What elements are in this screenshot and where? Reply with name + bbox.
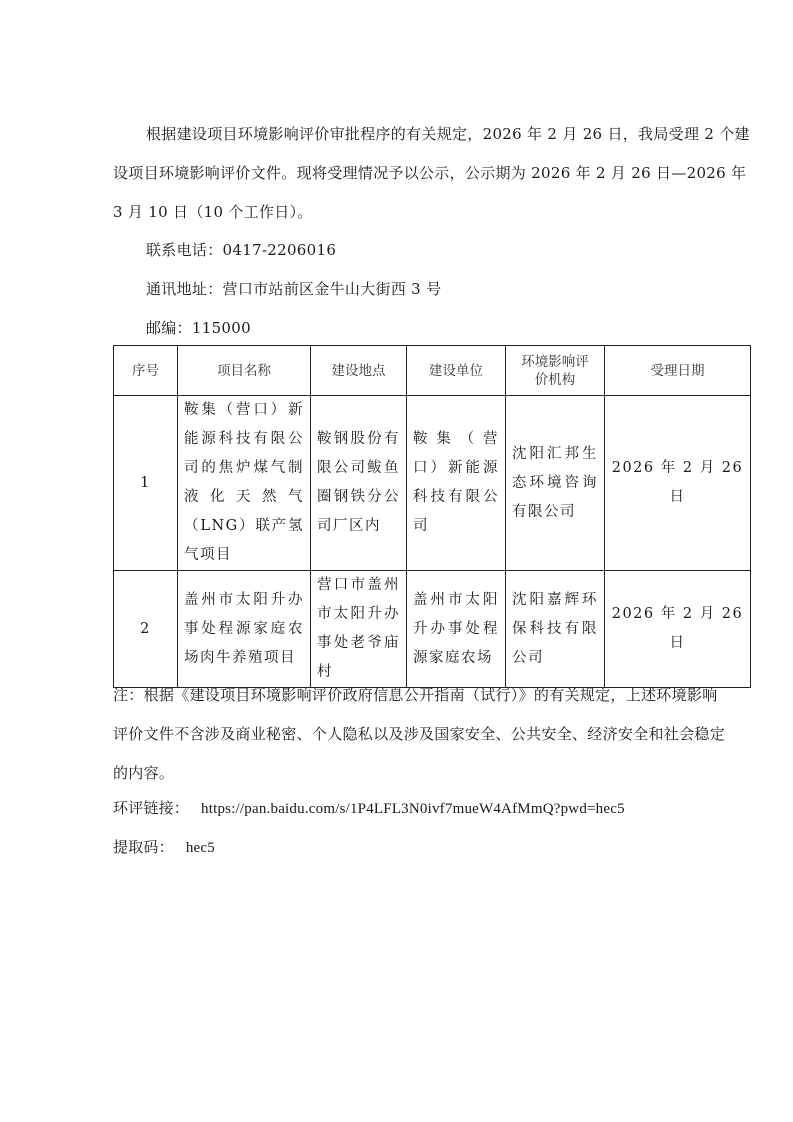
cell-location: 营口市盖州市太阳升办事处老爷庙村 bbox=[311, 571, 407, 688]
phone-value: 0417-2206016 bbox=[222, 241, 337, 259]
footnote: 注：根据《建设项目环境影响评价政府信息公开指南（试行）》的有关规定，上述环境影响评价文件不含涉及商业秘密、个人隐私以及涉及国家安全、公共安全、经济安全和社会稳定的内容。 bbox=[113, 686, 726, 782]
table-row bbox=[114, 396, 751, 571]
download-link[interactable]: https://pan.baidu.com/s/1P4LFL3N0ivf7mueW4AfMmQ?pwd=hec5 bbox=[201, 801, 625, 817]
header-seq: 序号 bbox=[114, 346, 178, 396]
header-builder: 建设单位 bbox=[407, 346, 506, 396]
code-line bbox=[113, 837, 215, 858]
cell-seq: 1 bbox=[114, 396, 178, 571]
postcode-label: 邮编： bbox=[146, 319, 192, 337]
postcode-value: 115000 bbox=[191, 319, 251, 337]
address-value: 营口市站前区金牛山大街西 3 号 bbox=[222, 280, 442, 298]
header-date: 受理日期 bbox=[605, 346, 751, 396]
address-label: 通讯地址： bbox=[146, 280, 223, 298]
cell-seq: 2 bbox=[114, 571, 178, 688]
cell-builder: 盖州市太阳升办事处程源家庭农场 bbox=[407, 571, 506, 688]
link-label: 环评链接： bbox=[113, 799, 190, 817]
contact-postcode bbox=[146, 318, 251, 338]
intro-paragraph: 根据建设项目环境影响评价审批程序的有关规定，2026 年 2 月 26 日，我局受理 2 个建设项目环境影响评价文件。现将受理情况予以公示，公示期为 2026 年 2 月 26 日—2026 年 3 月 10 日（10 个工作日）。 bbox=[113, 125, 750, 221]
cell-date: 2026 年 2 月 26 日 bbox=[605, 571, 751, 688]
link-line bbox=[113, 798, 625, 819]
header-project: 项目名称 bbox=[178, 346, 311, 396]
phone-label: 联系电话： bbox=[146, 241, 223, 259]
table-row bbox=[114, 571, 751, 688]
cell-agency: 沈阳嘉辉环保科技有限公司 bbox=[506, 571, 605, 688]
cell-project: 盖州市太阳升办事处程源家庭农场肉牛养殖项目 bbox=[178, 571, 311, 688]
contact-address bbox=[146, 279, 441, 299]
cell-project: 鞍集（营口）新能源科技有限公司的焦炉煤气制液化天然气（LNG）联产氢气项目 bbox=[178, 396, 311, 571]
cell-location: 鞍钢股份有限公司鲅鱼圈钢铁分公司厂区内 bbox=[311, 396, 407, 571]
code-label: 提取码： bbox=[113, 838, 174, 856]
table-header-row bbox=[114, 346, 751, 396]
header-location: 建设地点 bbox=[311, 346, 407, 396]
cell-builder: 鞍集（营口）新能源科技有限公司 bbox=[407, 396, 506, 571]
cell-date: 2026 年 2 月 26 日 bbox=[605, 396, 751, 571]
projects-table bbox=[113, 345, 751, 688]
code-value: hec5 bbox=[185, 840, 215, 856]
header-agency: 环境影响评价机构 bbox=[506, 346, 605, 396]
contact-phone bbox=[146, 240, 336, 260]
cell-agency: 沈阳汇邦生态环境咨询有限公司 bbox=[506, 396, 605, 571]
